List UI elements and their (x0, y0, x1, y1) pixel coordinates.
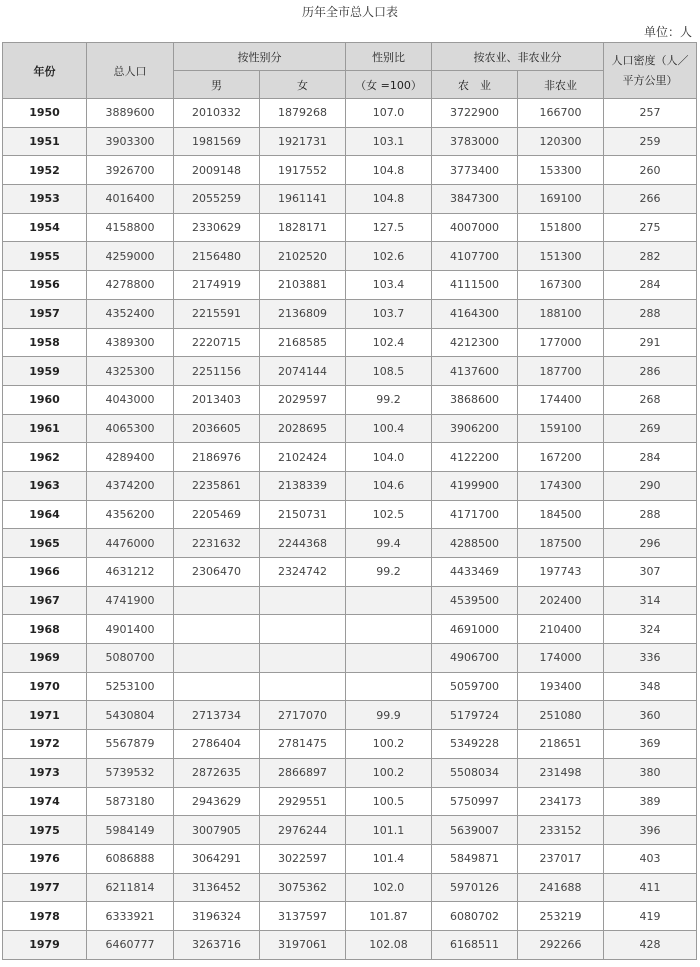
table-row (3, 586, 697, 615)
cell-male: 2943629 (174, 787, 260, 816)
cell-total: 3889600 (87, 99, 174, 128)
cell-agri: 3847300 (432, 185, 518, 214)
cell-density: 290 (604, 471, 697, 500)
cell-year: 1951 (3, 127, 87, 156)
table-row (3, 558, 697, 587)
table-row (3, 844, 697, 873)
cell-female: 1921731 (260, 127, 346, 156)
cell-female: 3075362 (260, 873, 346, 902)
cell-year: 1973 (3, 758, 87, 787)
cell-agri: 6168511 (432, 930, 518, 959)
cell-total: 4259000 (87, 242, 174, 271)
cell-sex-ratio: 107.0 (346, 99, 432, 128)
cell-nonagri: 218651 (518, 730, 604, 759)
cell-male: 2215591 (174, 299, 260, 328)
cell-nonagri: 153300 (518, 156, 604, 185)
cell-year: 1957 (3, 299, 87, 328)
cell-male (174, 586, 260, 615)
cell-female (260, 672, 346, 701)
cell-total: 5873180 (87, 787, 174, 816)
cell-nonagri: 174300 (518, 471, 604, 500)
cell-sex-ratio: 100.4 (346, 414, 432, 443)
cell-sex-ratio: 101.87 (346, 902, 432, 931)
header-year: 年份 (3, 43, 87, 99)
cell-sex-ratio: 101.1 (346, 816, 432, 845)
cell-agri: 3906200 (432, 414, 518, 443)
cell-year: 1963 (3, 471, 87, 500)
cell-agri: 4164300 (432, 299, 518, 328)
cell-year: 1950 (3, 99, 87, 128)
cell-female: 2866897 (260, 758, 346, 787)
cell-sex-ratio: 104.8 (346, 156, 432, 185)
cell-year: 1969 (3, 644, 87, 673)
cell-nonagri: 241688 (518, 873, 604, 902)
table-row (3, 500, 697, 529)
cell-total: 4374200 (87, 471, 174, 500)
table-row (3, 529, 697, 558)
cell-male: 3064291 (174, 844, 260, 873)
cell-total: 4741900 (87, 586, 174, 615)
cell-year: 1958 (3, 328, 87, 357)
header-female: 女 (260, 71, 346, 99)
cell-density: 428 (604, 930, 697, 959)
cell-nonagri: 159100 (518, 414, 604, 443)
cell-sex-ratio: 102.4 (346, 328, 432, 357)
cell-total: 4065300 (87, 414, 174, 443)
cell-density: 284 (604, 443, 697, 472)
cell-agri: 4122200 (432, 443, 518, 472)
cell-density: 288 (604, 500, 697, 529)
cell-total: 6333921 (87, 902, 174, 931)
cell-male: 2010332 (174, 99, 260, 128)
header-agri: 农 业 (432, 71, 518, 99)
cell-total: 4325300 (87, 357, 174, 386)
cell-year: 1974 (3, 787, 87, 816)
cell-density: 296 (604, 529, 697, 558)
cell-total: 4278800 (87, 271, 174, 300)
cell-female (260, 615, 346, 644)
cell-nonagri: 292266 (518, 930, 604, 959)
cell-nonagri: 167200 (518, 443, 604, 472)
cell-male: 1981569 (174, 127, 260, 156)
cell-female: 2976244 (260, 816, 346, 845)
cell-year: 1956 (3, 271, 87, 300)
cell-agri: 5970126 (432, 873, 518, 902)
cell-total: 5080700 (87, 644, 174, 673)
table-row (3, 701, 697, 730)
cell-male: 2235861 (174, 471, 260, 500)
cell-male: 2330629 (174, 213, 260, 242)
cell-density: 336 (604, 644, 697, 673)
cell-sex-ratio: 100.2 (346, 730, 432, 759)
cell-female (260, 586, 346, 615)
cell-total: 4352400 (87, 299, 174, 328)
cell-density: 269 (604, 414, 697, 443)
cell-female: 2244368 (260, 529, 346, 558)
cell-sex-ratio (346, 615, 432, 644)
cell-year: 1965 (3, 529, 87, 558)
cell-density: 282 (604, 242, 697, 271)
cell-male: 2156480 (174, 242, 260, 271)
cell-year: 1970 (3, 672, 87, 701)
cell-female: 1961141 (260, 185, 346, 214)
cell-year: 1952 (3, 156, 87, 185)
table-row (3, 414, 697, 443)
cell-sex-ratio (346, 586, 432, 615)
cell-nonagri: 231498 (518, 758, 604, 787)
cell-female: 2102424 (260, 443, 346, 472)
cell-year: 1968 (3, 615, 87, 644)
cell-agri: 5508034 (432, 758, 518, 787)
table-row (3, 213, 697, 242)
cell-female: 3137597 (260, 902, 346, 931)
cell-female: 2074144 (260, 357, 346, 386)
table-row (3, 787, 697, 816)
cell-agri: 5750997 (432, 787, 518, 816)
cell-density: 324 (604, 615, 697, 644)
table-row (3, 471, 697, 500)
cell-total: 4043000 (87, 385, 174, 414)
cell-agri: 5349228 (432, 730, 518, 759)
cell-male: 2174919 (174, 271, 260, 300)
cell-nonagri: 151800 (518, 213, 604, 242)
cell-sex-ratio: 102.6 (346, 242, 432, 271)
cell-nonagri: 188100 (518, 299, 604, 328)
cell-year: 1966 (3, 558, 87, 587)
cell-agri: 4433469 (432, 558, 518, 587)
cell-agri: 4691000 (432, 615, 518, 644)
cell-sex-ratio: 100.5 (346, 787, 432, 816)
cell-sex-ratio: 99.2 (346, 558, 432, 587)
cell-total: 6086888 (87, 844, 174, 873)
cell-agri: 5639007 (432, 816, 518, 845)
cell-nonagri: 210400 (518, 615, 604, 644)
cell-female: 1917552 (260, 156, 346, 185)
table-row (3, 385, 697, 414)
cell-year: 1953 (3, 185, 87, 214)
table-row (3, 271, 697, 300)
cell-year: 1962 (3, 443, 87, 472)
cell-density: 348 (604, 672, 697, 701)
cell-density: 307 (604, 558, 697, 587)
cell-male: 2186976 (174, 443, 260, 472)
table-row (3, 299, 697, 328)
cell-total: 6460777 (87, 930, 174, 959)
cell-female: 2929551 (260, 787, 346, 816)
cell-sex-ratio: 103.4 (346, 271, 432, 300)
cell-density: 268 (604, 385, 697, 414)
cell-year: 1961 (3, 414, 87, 443)
cell-sex-ratio: 104.0 (346, 443, 432, 472)
cell-total: 5739532 (87, 758, 174, 787)
cell-nonagri: 184500 (518, 500, 604, 529)
cell-agri: 6080702 (432, 902, 518, 931)
cell-total: 4389300 (87, 328, 174, 357)
cell-male (174, 644, 260, 673)
table-row (3, 644, 697, 673)
cell-male: 2055259 (174, 185, 260, 214)
cell-total: 6211814 (87, 873, 174, 902)
cell-density: 266 (604, 185, 697, 214)
cell-male: 2306470 (174, 558, 260, 587)
cell-nonagri: 233152 (518, 816, 604, 845)
table-row (3, 730, 697, 759)
population-table (2, 42, 697, 960)
table-row (3, 873, 697, 902)
cell-total: 4631212 (87, 558, 174, 587)
cell-sex-ratio: 102.0 (346, 873, 432, 902)
cell-density: 291 (604, 328, 697, 357)
cell-male: 3136452 (174, 873, 260, 902)
cell-sex-ratio: 104.8 (346, 185, 432, 214)
table-row (3, 615, 697, 644)
cell-density: 411 (604, 873, 697, 902)
table-row (3, 127, 697, 156)
table-row (3, 328, 697, 357)
cell-agri: 5179724 (432, 701, 518, 730)
header-total: 总人口 (87, 43, 174, 99)
cell-male: 2036605 (174, 414, 260, 443)
cell-male: 2251156 (174, 357, 260, 386)
cell-total: 4356200 (87, 500, 174, 529)
cell-agri: 4906700 (432, 644, 518, 673)
cell-nonagri: 193400 (518, 672, 604, 701)
table-row (3, 816, 697, 845)
cell-total: 4901400 (87, 615, 174, 644)
cell-male: 3196324 (174, 902, 260, 931)
cell-agri: 3722900 (432, 99, 518, 128)
cell-density: 288 (604, 299, 697, 328)
cell-nonagri: 169100 (518, 185, 604, 214)
cell-sex-ratio: 108.5 (346, 357, 432, 386)
cell-sex-ratio: 104.6 (346, 471, 432, 500)
cell-sex-ratio: 103.7 (346, 299, 432, 328)
cell-year: 1976 (3, 844, 87, 873)
cell-sex-ratio (346, 672, 432, 701)
cell-nonagri: 234173 (518, 787, 604, 816)
table-row (3, 156, 697, 185)
table-row (3, 758, 697, 787)
cell-sex-ratio (346, 644, 432, 673)
cell-nonagri: 151300 (518, 242, 604, 271)
cell-male: 2013403 (174, 385, 260, 414)
cell-year: 1979 (3, 930, 87, 959)
cell-male: 2713734 (174, 701, 260, 730)
cell-total: 4476000 (87, 529, 174, 558)
cell-nonagri: 253219 (518, 902, 604, 931)
cell-density: 380 (604, 758, 697, 787)
cell-female: 2781475 (260, 730, 346, 759)
cell-year: 1959 (3, 357, 87, 386)
cell-sex-ratio: 102.08 (346, 930, 432, 959)
cell-total: 5253100 (87, 672, 174, 701)
cell-sex-ratio: 100.2 (346, 758, 432, 787)
cell-agri: 4288500 (432, 529, 518, 558)
cell-density: 259 (604, 127, 697, 156)
cell-sex-ratio: 103.1 (346, 127, 432, 156)
cell-agri: 3868600 (432, 385, 518, 414)
cell-nonagri: 166700 (518, 99, 604, 128)
cell-density: 360 (604, 701, 697, 730)
header-by-agri: 按农业、非农业分 (432, 43, 604, 71)
cell-male: 2009148 (174, 156, 260, 185)
cell-density: 257 (604, 99, 697, 128)
cell-density: 396 (604, 816, 697, 845)
cell-agri: 4212300 (432, 328, 518, 357)
cell-nonagri: 237017 (518, 844, 604, 873)
header-sex-ratio: 性别比 (346, 43, 432, 71)
cell-year: 1964 (3, 500, 87, 529)
cell-female (260, 644, 346, 673)
cell-agri: 3773400 (432, 156, 518, 185)
cell-female: 2102520 (260, 242, 346, 271)
cell-female: 2324742 (260, 558, 346, 587)
cell-agri: 4199900 (432, 471, 518, 500)
header-density: 人口密度（人／平方公里） (604, 43, 697, 99)
cell-female: 2168585 (260, 328, 346, 357)
cell-female: 2029597 (260, 385, 346, 414)
cell-total: 5567879 (87, 730, 174, 759)
cell-agri: 4007000 (432, 213, 518, 242)
cell-density: 403 (604, 844, 697, 873)
cell-nonagri: 167300 (518, 271, 604, 300)
table-row (3, 185, 697, 214)
cell-nonagri: 174000 (518, 644, 604, 673)
unit-label: 单位：人 (643, 25, 692, 39)
cell-sex-ratio: 101.4 (346, 844, 432, 873)
table-row (3, 930, 697, 959)
cell-density: 369 (604, 730, 697, 759)
header-nonagri: 非农业 (518, 71, 604, 99)
cell-total: 4016400 (87, 185, 174, 214)
cell-female: 2103881 (260, 271, 346, 300)
cell-male (174, 615, 260, 644)
cell-total: 5984149 (87, 816, 174, 845)
table-row (3, 672, 697, 701)
cell-density: 275 (604, 213, 697, 242)
cell-nonagri: 177000 (518, 328, 604, 357)
table-row (3, 902, 697, 931)
cell-nonagri: 187500 (518, 529, 604, 558)
cell-year: 1954 (3, 213, 87, 242)
cell-female: 2138339 (260, 471, 346, 500)
cell-sex-ratio: 99.4 (346, 529, 432, 558)
header-male: 男 (174, 71, 260, 99)
cell-female: 2717070 (260, 701, 346, 730)
cell-total: 3926700 (87, 156, 174, 185)
cell-nonagri: 197743 (518, 558, 604, 587)
cell-sex-ratio: 102.5 (346, 500, 432, 529)
cell-female: 1879268 (260, 99, 346, 128)
cell-year: 1971 (3, 701, 87, 730)
cell-sex-ratio: 127.5 (346, 213, 432, 242)
cell-year: 1955 (3, 242, 87, 271)
cell-female: 2136809 (260, 299, 346, 328)
cell-male: 2220715 (174, 328, 260, 357)
cell-agri: 5849871 (432, 844, 518, 873)
table-title: 历年全市总人口表 (301, 5, 398, 19)
cell-nonagri: 251080 (518, 701, 604, 730)
cell-nonagri: 202400 (518, 586, 604, 615)
cell-agri: 4111500 (432, 271, 518, 300)
cell-year: 1978 (3, 902, 87, 931)
cell-density: 286 (604, 357, 697, 386)
cell-density: 389 (604, 787, 697, 816)
cell-year: 1967 (3, 586, 87, 615)
table-row (3, 99, 697, 128)
cell-female: 3022597 (260, 844, 346, 873)
cell-nonagri: 120300 (518, 127, 604, 156)
cell-male: 3263716 (174, 930, 260, 959)
cell-agri: 5059700 (432, 672, 518, 701)
cell-density: 284 (604, 271, 697, 300)
header-by-gender: 按性别分 (174, 43, 346, 71)
cell-agri: 4171700 (432, 500, 518, 529)
cell-female: 2150731 (260, 500, 346, 529)
cell-female: 2028695 (260, 414, 346, 443)
cell-year: 1977 (3, 873, 87, 902)
cell-year: 1975 (3, 816, 87, 845)
cell-density: 314 (604, 586, 697, 615)
cell-density: 260 (604, 156, 697, 185)
cell-total: 4158800 (87, 213, 174, 242)
cell-male: 2872635 (174, 758, 260, 787)
cell-total: 4289400 (87, 443, 174, 472)
table-row (3, 443, 697, 472)
cell-density: 419 (604, 902, 697, 931)
table-body (3, 99, 697, 960)
cell-male: 2786404 (174, 730, 260, 759)
cell-total: 5430804 (87, 701, 174, 730)
table-row (3, 242, 697, 271)
cell-male (174, 672, 260, 701)
cell-total: 3903300 (87, 127, 174, 156)
cell-sex-ratio: 99.9 (346, 701, 432, 730)
cell-female: 3197061 (260, 930, 346, 959)
cell-agri: 3783000 (432, 127, 518, 156)
cell-nonagri: 187700 (518, 357, 604, 386)
cell-nonagri: 174400 (518, 385, 604, 414)
cell-year: 1972 (3, 730, 87, 759)
cell-agri: 4539500 (432, 586, 518, 615)
cell-male: 3007905 (174, 816, 260, 845)
header-sex-ratio-note: （女 =100） (346, 71, 432, 99)
cell-male: 2205469 (174, 500, 260, 529)
cell-agri: 4137600 (432, 357, 518, 386)
cell-male: 2231632 (174, 529, 260, 558)
cell-year: 1960 (3, 385, 87, 414)
table-row (3, 357, 697, 386)
cell-agri: 4107700 (432, 242, 518, 271)
cell-female: 1828171 (260, 213, 346, 242)
cell-sex-ratio: 99.2 (346, 385, 432, 414)
